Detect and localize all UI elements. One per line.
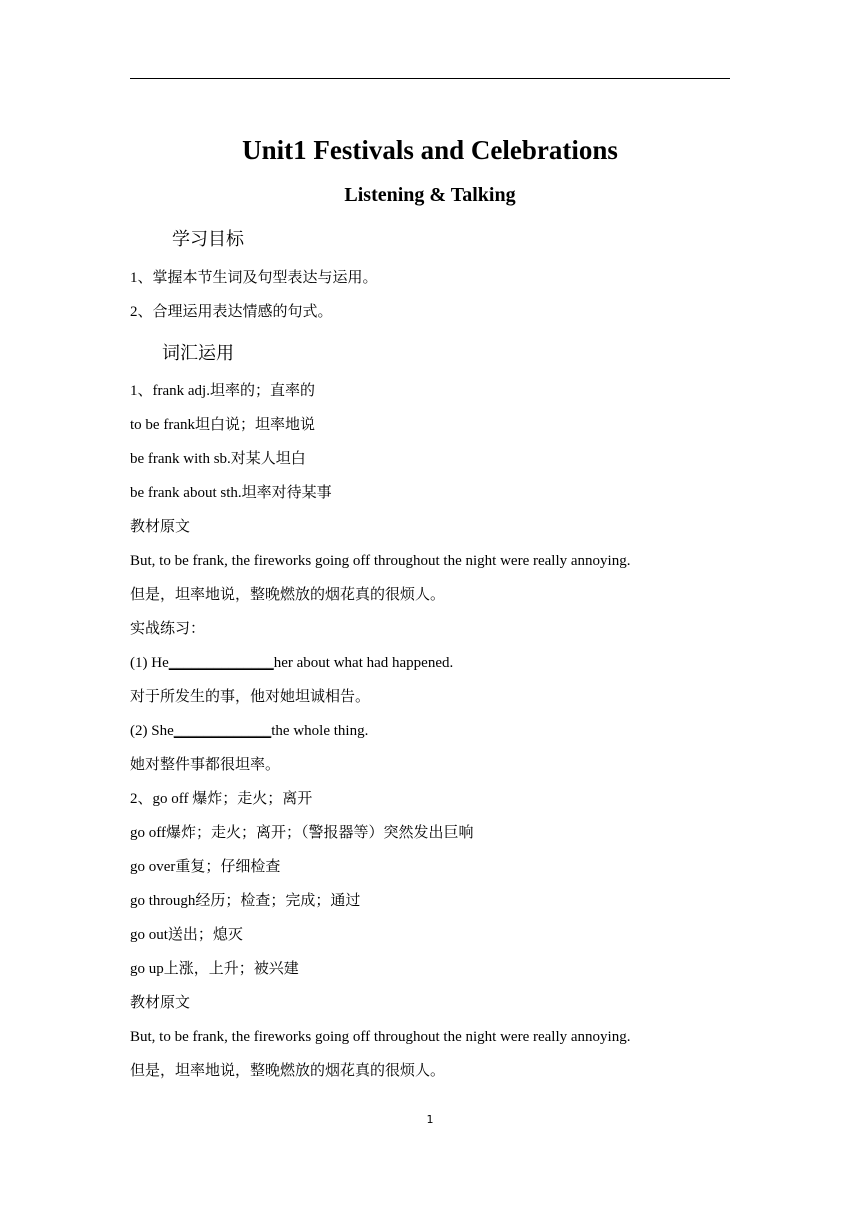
exercise-2 [130, 720, 368, 742]
vocab-phrase: go up上涨，上升；被兴建 [130, 961, 299, 977]
exercise-1-blank: ______________ [168, 655, 274, 671]
source-label: 教材原文 [130, 995, 191, 1011]
vocab-phrase: go out送出；熄灭 [130, 927, 243, 943]
document-title: Unit1 Festivals and Celebrations [242, 135, 618, 165]
vocab-phrase: go off爆炸；走火；离开；（警报器等）突然发出巨响 [130, 825, 474, 841]
source-label: 教材原文 [130, 519, 191, 535]
vocab-phrase: to be frank坦白说；坦率地说 [130, 417, 315, 433]
page-number: 1 [426, 1113, 434, 1126]
source-sentence-en: But, to be frank, the fireworks going off throughout the night were really annoying. [130, 1029, 631, 1045]
objective-item-1: 1、掌握本节生词及句型表达与运用。 [130, 270, 378, 286]
source-sentence-zh: 但是，坦率地说，整晚燃放的烟花真的很烦人。 [130, 1063, 446, 1079]
vocab-entry-frank: 1、frank adj.坦率的；直率的 [130, 383, 315, 399]
heading-vocabulary: 词汇运用 [162, 343, 234, 364]
document-subtitle: Listening & Talking [344, 184, 516, 206]
vocab-phrase: go through经历；检查；完成；通过 [130, 893, 361, 909]
vocab-phrase: go over重复；仔细检查 [130, 859, 281, 875]
exercise-1-suffix: her about what had happened. [273, 655, 454, 671]
vocab-entry-go-off: 2、go off 爆炸；走火；离开 [130, 791, 313, 807]
exercise-2-prefix: (2) She [130, 723, 174, 739]
header-rule [130, 78, 730, 79]
exercise-1 [130, 652, 453, 674]
exercise-2-translation: 她对整件事都很坦率。 [130, 757, 281, 773]
exercise-2-blank: _____________ [173, 723, 272, 739]
source-sentence-en: But, to be frank, the fireworks going off throughout the night were really annoying. [130, 553, 631, 569]
heading-objectives: 学习目标 [172, 229, 244, 250]
objective-item-2: 2、合理运用表达情感的句式。 [130, 304, 333, 320]
source-sentence-zh: 但是，坦率地说，整晚燃放的烟花真的很烦人。 [130, 587, 446, 603]
practice-label: 实战练习： [130, 621, 206, 637]
exercise-2-suffix: the whole thing. [271, 723, 369, 739]
exercise-1-prefix: (1) He [130, 655, 169, 671]
vocab-phrase: be frank about sth.坦率对待某事 [130, 485, 332, 501]
vocab-phrase: be frank with sb.对某人坦白 [130, 451, 306, 467]
exercise-1-translation: 对于所发生的事，他对她坦诚相告。 [130, 689, 371, 705]
